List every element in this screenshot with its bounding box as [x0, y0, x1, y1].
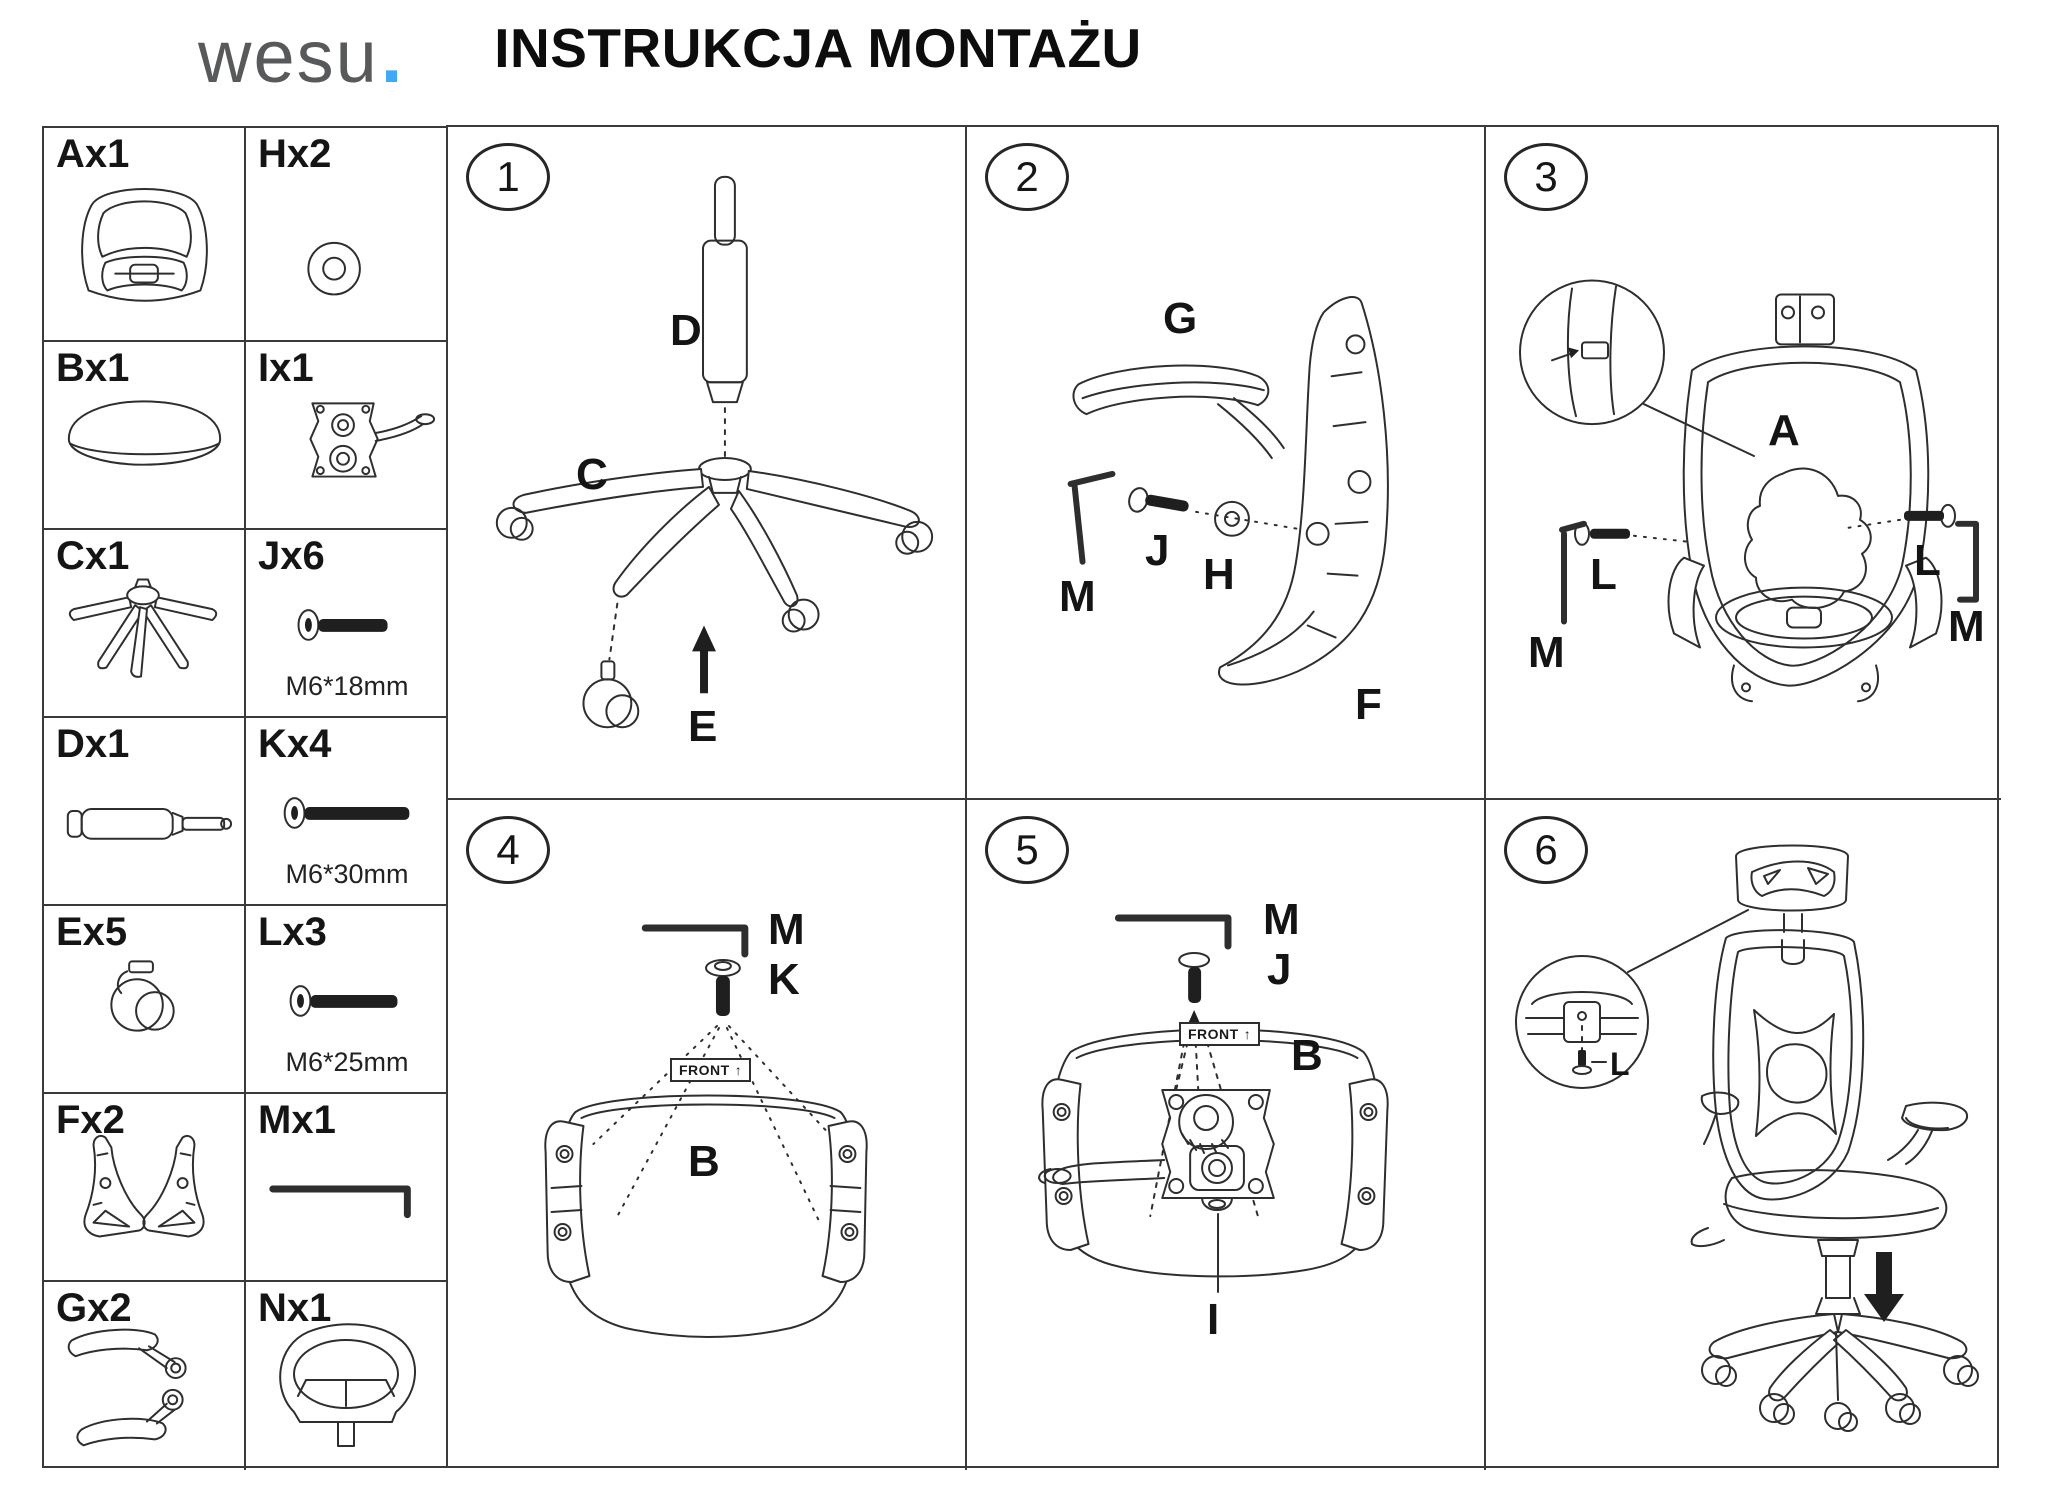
part-cell-l	[246, 906, 448, 1094]
label-i: I	[1207, 1295, 1220, 1344]
allen-key-left-icon	[1562, 524, 1584, 622]
screw-part-icon	[246, 906, 448, 1092]
step-1-drawing	[448, 127, 965, 798]
part-id: Ex5	[56, 910, 128, 954]
step-5-panel	[967, 800, 1486, 1470]
label-j: J	[1267, 945, 1292, 994]
screw-part-icon	[246, 718, 448, 904]
step-2-drawing	[967, 127, 1484, 798]
armrest-part-icon	[44, 1282, 244, 1470]
part-id: Lx3	[258, 910, 327, 954]
part-cell-b	[44, 342, 246, 530]
step-6-panel	[1486, 800, 2001, 1470]
front-tag-text: FRONT	[1188, 1026, 1239, 1042]
headrest-part-icon	[246, 1282, 448, 1470]
screw-icon	[1179, 953, 1209, 1003]
label-b: B	[1291, 1031, 1323, 1080]
label-f: F	[1355, 680, 1382, 729]
part-cell-d	[44, 718, 246, 906]
allen-key-icon	[1118, 918, 1228, 946]
part-note: M6*25mm	[285, 1047, 409, 1077]
step-4-drawing	[448, 800, 965, 1470]
part-id: Jx6	[258, 534, 325, 578]
step-number: 2	[985, 143, 1069, 211]
down-arrow-icon	[1864, 1252, 1904, 1322]
step-4-panel	[448, 800, 967, 1470]
part-cell-g	[44, 1282, 246, 1470]
label-k: K	[768, 955, 800, 1004]
allen-key-right-icon	[1958, 524, 1976, 600]
part-cell-j	[246, 530, 448, 718]
base-drawing	[497, 458, 932, 631]
label-l-left: L	[1590, 550, 1617, 599]
part-id: Kx4	[258, 722, 332, 766]
gas-lift-part-icon	[44, 718, 244, 904]
step-number: 6	[1504, 816, 1588, 884]
gas-lift-drawing	[703, 177, 747, 402]
allen-key-part-icon	[246, 1094, 448, 1280]
part-id: Bx1	[56, 346, 130, 390]
part-id: Ax1	[56, 132, 130, 176]
step-number: 3	[1504, 143, 1588, 211]
label-b: B	[688, 1137, 720, 1186]
seat-underside-drawing	[545, 1096, 866, 1338]
part-cell-a	[44, 128, 246, 342]
step-number: 4	[466, 816, 550, 884]
label-m-right: M	[1948, 602, 1985, 651]
part-id: Fx2	[56, 1098, 125, 1142]
step-6-drawing	[1486, 800, 2001, 1470]
front-tag	[670, 1058, 751, 1082]
seat-side-frame-drawing	[1219, 297, 1388, 684]
part-id: Dx1	[56, 722, 130, 766]
front-tag-arrow-icon: ↑	[734, 1062, 743, 1078]
part-cell-f	[44, 1094, 246, 1282]
label-c: C	[576, 450, 608, 499]
seat-cushion-part-icon	[44, 342, 244, 528]
step-5-drawing	[967, 800, 1484, 1470]
label-d: D	[670, 306, 702, 355]
part-id: Hx2	[258, 132, 332, 176]
part-id: Cx1	[56, 534, 130, 578]
part-cell-c	[44, 530, 246, 718]
parts-list	[42, 126, 448, 1468]
front-tag-arrow-icon: ↑	[1243, 1026, 1252, 1042]
screw-part-icon	[246, 530, 448, 716]
part-cell-n	[246, 1282, 448, 1470]
front-tag-text: FRONT	[679, 1062, 730, 1078]
part-cell-h	[246, 128, 448, 342]
part-id: Nx1	[258, 1286, 332, 1330]
bracket-part-icon	[44, 1094, 244, 1280]
label-h: H	[1203, 550, 1235, 599]
part-cell-k	[246, 718, 448, 906]
zoom-detail-circle	[1520, 281, 1664, 425]
step-number: 5	[985, 816, 1069, 884]
step-3-panel	[1486, 127, 2001, 800]
screw-right-icon	[1904, 505, 1955, 527]
part-id: Gx2	[56, 1286, 132, 1330]
backrest-drawing	[1669, 295, 1942, 702]
up-arrow-icon	[692, 626, 716, 694]
label-l-right: L	[1914, 536, 1941, 585]
allen-key-icon	[645, 928, 745, 954]
part-note: M6*30mm	[285, 859, 409, 889]
part-cell-e	[44, 906, 246, 1094]
label-m: M	[768, 905, 805, 954]
washer-part-icon	[246, 128, 448, 340]
armrest-drawing	[1073, 366, 1283, 458]
front-tag	[1179, 1022, 1260, 1046]
backrest-part-icon	[44, 128, 244, 340]
allen-key-icon	[1071, 474, 1113, 562]
brand-logo	[198, 10, 402, 101]
label-l: L	[1610, 1046, 1630, 1082]
caster-part-icon	[44, 906, 244, 1092]
washer-icon	[1215, 502, 1249, 536]
brand-logo-text: wesu	[198, 15, 379, 98]
assembly-steps	[446, 125, 1999, 1468]
step-3-drawing	[1486, 127, 2001, 798]
screw-icon	[706, 960, 740, 1016]
step-number: 1	[466, 143, 550, 211]
base-part-icon	[44, 530, 244, 716]
label-j: J	[1145, 526, 1170, 575]
part-cell-i	[246, 342, 448, 530]
caster-drawing	[583, 661, 638, 727]
page-title: INSTRUKCJA MONTAŻU	[494, 17, 1142, 79]
label-m-left: M	[1528, 628, 1565, 677]
part-note: M6*18mm	[285, 671, 409, 701]
label-m: M	[1263, 895, 1300, 944]
label-g: G	[1163, 294, 1198, 343]
screw-icon	[1127, 486, 1190, 514]
part-id: Ix1	[258, 346, 314, 390]
label-m: M	[1059, 572, 1096, 621]
mechanism-part-icon	[246, 342, 448, 528]
part-cell-m	[246, 1094, 448, 1282]
brand-logo-dot: .	[380, 11, 403, 99]
part-id: Mx1	[258, 1098, 336, 1142]
label-e: E	[688, 702, 718, 751]
chair-drawing	[1692, 846, 1978, 1432]
step-1-panel	[448, 127, 967, 800]
step-2-panel	[967, 127, 1486, 800]
label-a: A	[1768, 406, 1800, 455]
